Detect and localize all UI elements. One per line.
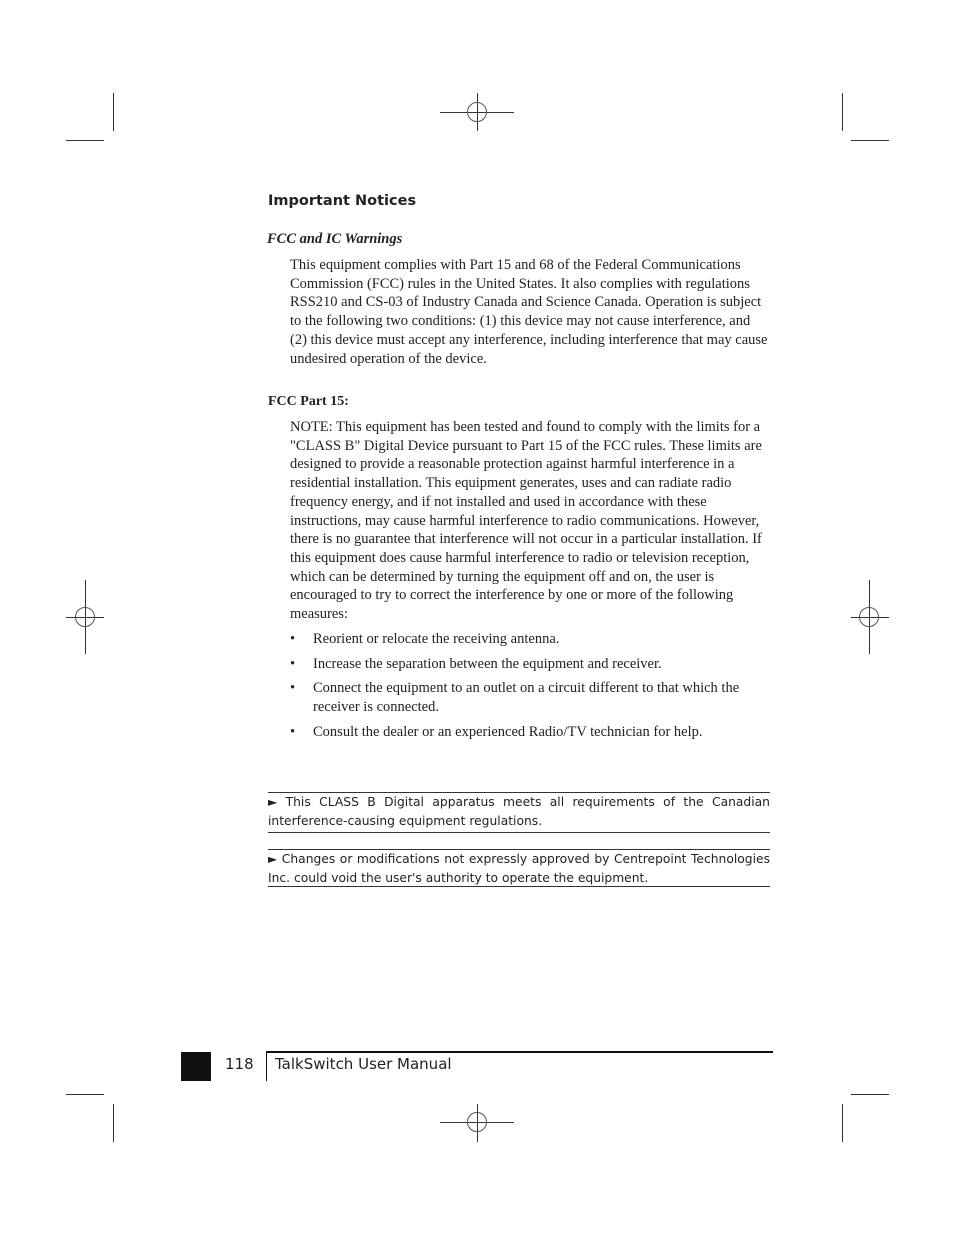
footer-rule bbox=[266, 1051, 773, 1053]
modifications-notice-text: Changes or modifications not expressly approved by Centrepoint Technologies Inc. could void the user's authority to operate the equipment. bbox=[268, 852, 770, 886]
bullet-icon: • bbox=[290, 631, 296, 647]
crop-mark bbox=[851, 1094, 889, 1095]
footer-divider bbox=[266, 1051, 267, 1081]
bullet-icon: • bbox=[290, 723, 296, 740]
modifications-notice bbox=[268, 849, 770, 887]
crop-mark bbox=[842, 93, 843, 131]
manual-title: TalkSwitch User Manual bbox=[275, 1055, 452, 1073]
class-b-notice-text: This CLASS B Digital apparatus meets all requirements of the Canadian interference-causing equipment regulations. bbox=[268, 795, 770, 829]
list-item: • Consult the dealer or an experienced Radio/TV technician for help. bbox=[290, 723, 703, 740]
list-item: • Increase the separation between the equipment and receiver. bbox=[290, 655, 662, 672]
measures-list bbox=[290, 630, 770, 748]
list-item: • Reorient or relocate the receiving antenna. bbox=[290, 631, 560, 647]
page-number: 118 bbox=[225, 1055, 254, 1073]
fcc-part15-heading: FCC Part 15: bbox=[268, 394, 349, 409]
crop-mark bbox=[66, 1094, 104, 1095]
bullet-icon: • bbox=[290, 680, 296, 697]
crop-mark bbox=[851, 140, 889, 141]
fcc-part15-note: NOTE: This equipment has been tested and found to comply with the limits for a "CLASS B" Digital Device pursuant to Part 15 of the FCC rules. These limits are designed to provide a reasonable protection against harmful interference in a residential installation. This equipment generates, uses and can radiate radio frequency energy, and if not installed and used in accordance with these instructions, may cause harmful interference to radio communications. However, there is no guarantee that interference will not occur in a particular installation. If this equipment does cause harmful interference to radio or television reception, which can be determined by turning the equipment off and on, the user is encouraged to try to correct the interference by one or more of the following measures: bbox=[290, 419, 762, 623]
page-tab-marker bbox=[181, 1052, 211, 1081]
fcc-ic-warnings-heading: FCC and IC Warnings bbox=[267, 231, 403, 247]
crop-mark bbox=[113, 93, 114, 131]
triangle-pointer-icon: ► bbox=[268, 795, 278, 809]
triangle-pointer-icon: ► bbox=[268, 852, 278, 866]
crop-mark bbox=[66, 140, 104, 141]
section-heading: Important Notices bbox=[268, 193, 417, 209]
fcc-ic-paragraph: This equipment complies with Part 15 and 68 of the Federal Communications Commission (FCC) rules in the United States. It also complies with regulations RSS210 and CS-03 of Industry Canada and Science Canada. Operation is subject to the following two conditions: (1) this device may not cause interference, and (2) this device must accept any interference, including interference that may cause undesired operation of the device. bbox=[290, 257, 768, 367]
crop-mark bbox=[113, 1104, 114, 1142]
bullet-icon: • bbox=[290, 655, 296, 672]
class-b-notice bbox=[268, 792, 770, 833]
crop-mark bbox=[842, 1104, 843, 1142]
list-item: • Connect the equipment to an outlet on a circuit different to that which the receiver is connected. bbox=[290, 680, 740, 716]
